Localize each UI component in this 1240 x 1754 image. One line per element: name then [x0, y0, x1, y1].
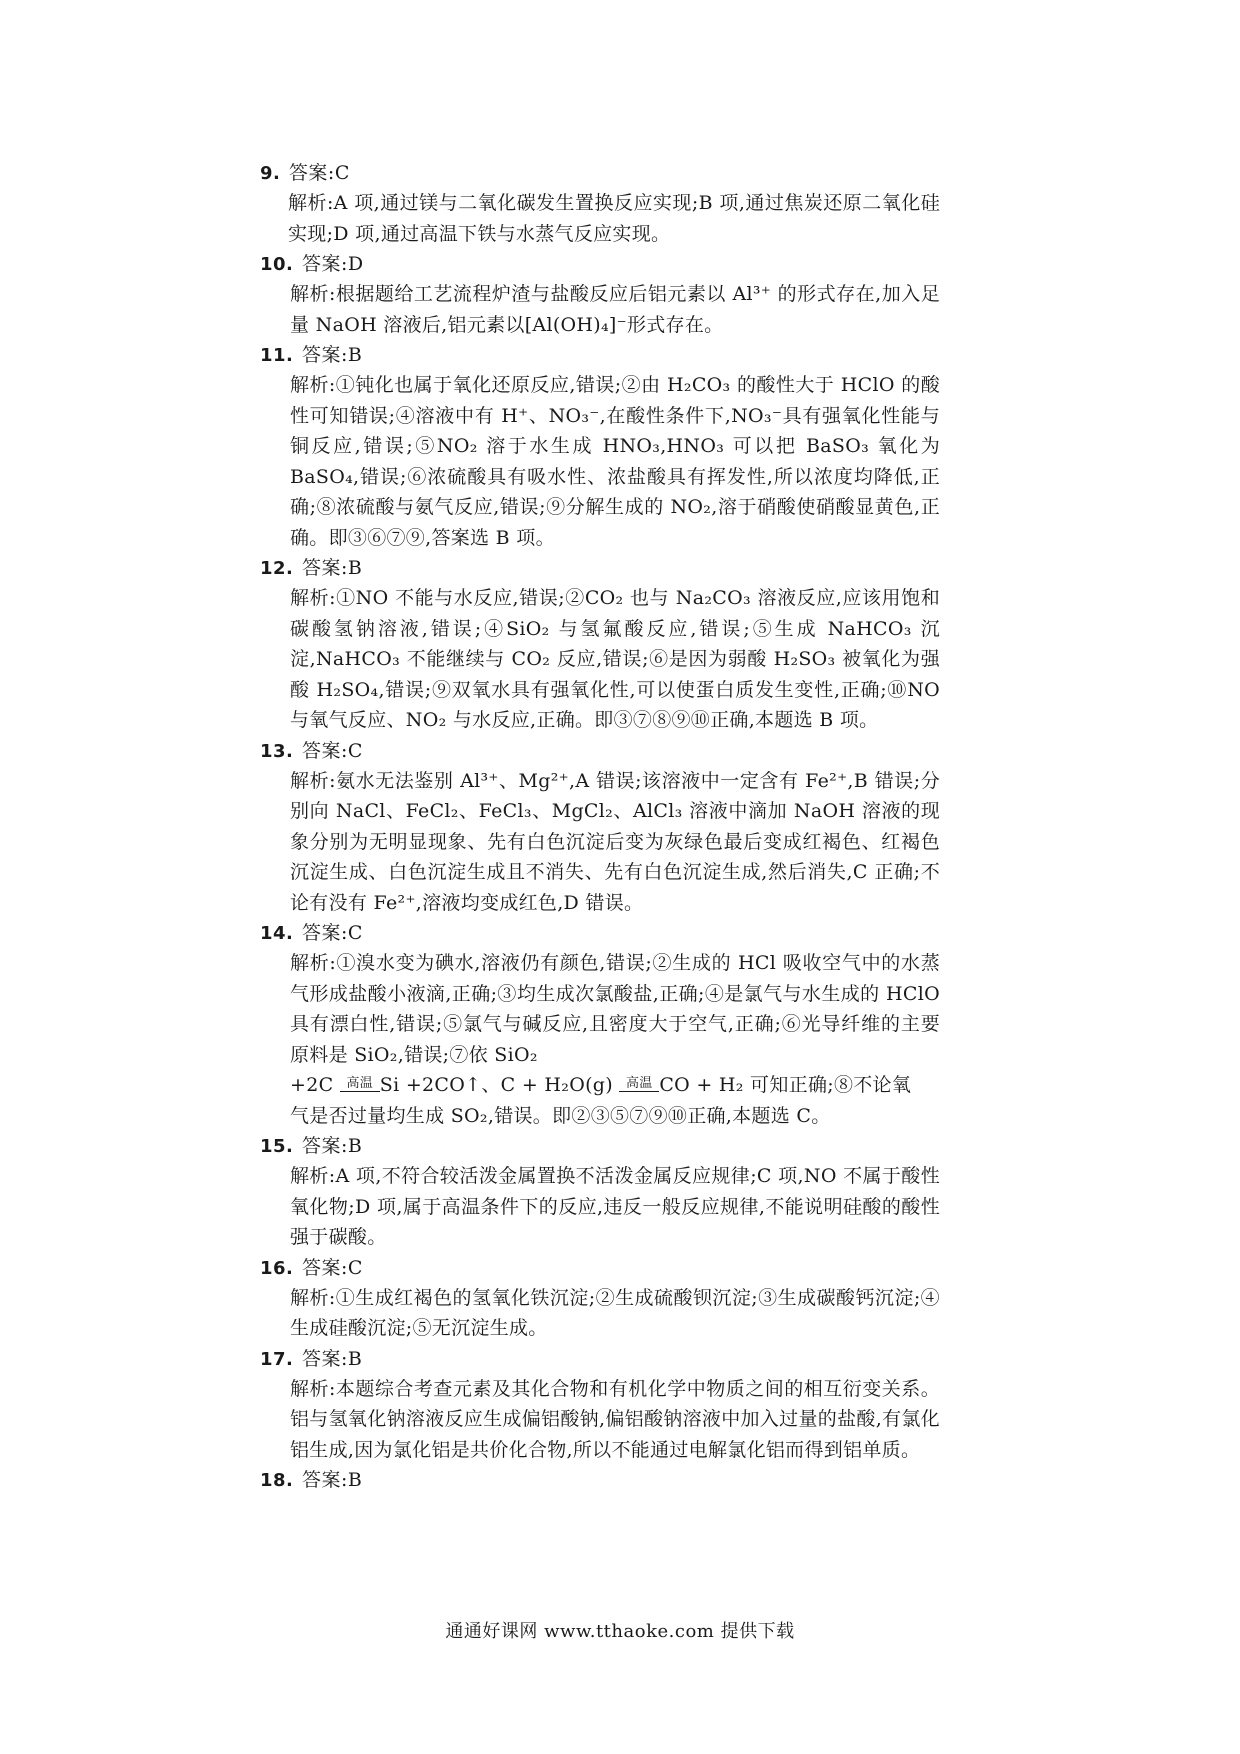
footer-watermark: 通通好课网 www.tthaoke.com 提供下载 [445, 1621, 795, 1642]
answer-item-11 [260, 340, 940, 553]
answer-label: 答案: [301, 1469, 348, 1491]
explanation: 解析:根据题给工艺流程炉渣与盐酸反应后铝元素以 Al³⁺ 的形式存在,加入足量 NaOH 溶液后,铝元素以[Al(OH)₄]⁻形式存在。 [290, 283, 940, 336]
explanation: 解析:A 项,不符合较活泼金属置换不活泼金属反应规律;C 项,NO 不属于酸性氧化物;D 项,属于高温条件下的反应,违反一般反应规律,不能说明硅酸的酸性强于碳酸。 [290, 1165, 940, 1248]
answer-item-15 [260, 1131, 940, 1253]
answer-label: 答案: [301, 557, 348, 579]
answer-line [260, 340, 940, 370]
answer-label: 答案: [301, 922, 348, 944]
answer-value: B [347, 344, 363, 366]
equation-left: +2C [290, 1074, 334, 1096]
explanation: 解析:A 项,通过镁与二氧化碳发生置换反应实现;B 项,通过焦炭还原二氧化硅实现;D 项,通过高温下铁与水蒸气反应实现。 [288, 192, 940, 245]
answer-value: C [334, 162, 350, 184]
answer-item-16 [260, 1253, 940, 1344]
equation-right-2: CO + H₂ 可知正确;⑧不论氧 [659, 1074, 912, 1096]
explanation [260, 948, 940, 1131]
explanation: 解析:氨水无法鉴别 Al³⁺、Mg²⁺,A 错误;该溶液中一定含有 Fe²⁺,B 错误;分别向 NaCl、FeCl₂、FeCl₃、MgCl₂、AlCl₃ 溶液中滴加 NaOH 溶液的现象分别为无明显现象、先有白色沉淀后变为灰绿色最后变成红褐色、红褐色沉淀生成、白色沉淀生成且不消失、先有白色沉淀生成,然后消失,C 正确;不论有没有 Fe²⁺,溶液均变成红色,D 错误。 [290, 769, 940, 914]
explanation-part-a: 解析:①溴水变为碘水,溶液仍有颜色,错误;②生成的 HCl 吸收空气中的水蒸气形成盐酸小液滴,正确;③均生成次氯酸盐,正确;④是氯气与水生成的 HClO 具有漂白性,错误;⑤氯气与碱反应,且密度大于空气,正确;⑥光导纤维的主要原料是 SiO₂,错误;⑦依 SiO₂ [290, 952, 940, 1066]
question-number: 10. [260, 254, 294, 275]
equation-right-1: Si +2CO↑、C + H₂O(g) [379, 1074, 613, 1096]
answer-line [260, 736, 940, 766]
answer-label: 答案: [301, 1347, 348, 1370]
question-number: 12. [260, 558, 294, 579]
answer-label: 答案: [301, 739, 348, 762]
explanation: 解析:本题综合考查元素及其化合物和有机化学中物质之间的相互衍变关系。铝与氢氧化钠溶液反应生成偏铝酸钠,偏铝酸钠溶液中加入过量的盐酸,有氯化铝生成,因为氯化铝是共价化合物,所以不能通过电解氯化铝而得到铝单质。 [290, 1377, 940, 1461]
answer-line [260, 1131, 940, 1161]
answer-item-12 [260, 553, 940, 736]
question-number: 14. [260, 923, 294, 944]
answer-item-14 [260, 918, 940, 1131]
answer-line [260, 1465, 940, 1495]
question-number: 9. [260, 163, 281, 184]
question-number: 15. [260, 1136, 294, 1157]
question-number: 16. [260, 1257, 294, 1279]
explanation-part-b: 气是否过量均生成 SO₂,错误。即②③⑤⑦⑨⑩正确,本题选 C。 [290, 1104, 831, 1127]
answer-value: B [347, 557, 363, 579]
question-number: 17. [260, 1348, 294, 1370]
answer-value: B [347, 1469, 363, 1491]
answer-label: 答案: [301, 344, 348, 366]
answer-value: C [347, 1256, 363, 1279]
answer-value: B [347, 1135, 363, 1157]
condition-label: 高温 [346, 1076, 374, 1091]
question-number: 13. [260, 740, 294, 762]
answer-value: C [347, 922, 363, 944]
answer-line [260, 1344, 940, 1374]
question-number: 11. [260, 345, 294, 366]
explanation: 解析:①生成红褐色的氢氧化铁沉淀;②生成硫酸钡沉淀;③生成碳酸钙沉淀;④生成硅酸沉淀;⑤无沉淀生成。 [290, 1286, 940, 1339]
answer-label: 答案: [301, 253, 348, 275]
answer-line [260, 553, 940, 583]
answer-label: 答案: [301, 1256, 348, 1279]
answer-value: B [347, 1347, 363, 1370]
answer-value: C [347, 739, 363, 762]
answer-item-17 [260, 1344, 940, 1466]
answer-line [260, 1253, 940, 1283]
answer-item-10 [260, 249, 940, 340]
answer-line [260, 918, 940, 948]
explanation: 解析:①NO 不能与水反应,错误;②CO₂ 也与 Na₂CO₃ 溶液反应,应该用饱和碳酸氢钠溶液,错误;④SiO₂ 与氢氟酸反应,错误;⑤生成 NaHCO₃ 沉淀,NaHCO₃ 不能继续与 CO₂ 反应,错误;⑥是因为弱酸 H₂SO₃ 被氧化为强酸 H₂SO₄,错误;⑨双氧水具有强氧化性,可以使蛋白质发生变性,正确;⑩NO 与氧气反应、NO₂ 与水反应,正确。即③⑦⑧⑨⑩正确,本题选 B 项。 [290, 587, 940, 731]
answer-line [260, 158, 940, 188]
explanation: 解析:①钝化也属于氧化还原反应,错误;②由 H₂CO₃ 的酸性大于 HClO 的酸性可知错误;④溶液中有 H⁺、NO₃⁻,在酸性条件下,NO₃⁻具有强氧化性能与铜反应,错误;⑤NO₂ 溶于水生成 HNO₃,HNO₃ 可以把 BaSO₃ 氧化为 BaSO₄,错误;⑥浓硫酸具有吸水性、浓盐酸具有挥发性,所以浓度均降低,正确;⑧浓硫酸与氨气反应,错误;⑨分解生成的 NO₂,溶于硝酸使硝酸显黄色,正确。即③⑥⑦⑨,答案选 B 项。 [290, 374, 940, 549]
answer-label: 答案: [301, 1135, 348, 1157]
condition-arrow-1 [340, 1077, 380, 1095]
answer-list [260, 158, 940, 1495]
answer-item-18 [260, 1465, 940, 1495]
answer-item-13 [260, 736, 940, 919]
answer-line [260, 249, 940, 279]
question-number: 18. [260, 1470, 294, 1491]
answer-value: D [347, 253, 364, 275]
condition-label: 高温 [626, 1076, 653, 1091]
answer-item-9 [260, 158, 940, 249]
condition-arrow-2 [619, 1077, 659, 1095]
answer-label: 答案: [288, 162, 335, 184]
